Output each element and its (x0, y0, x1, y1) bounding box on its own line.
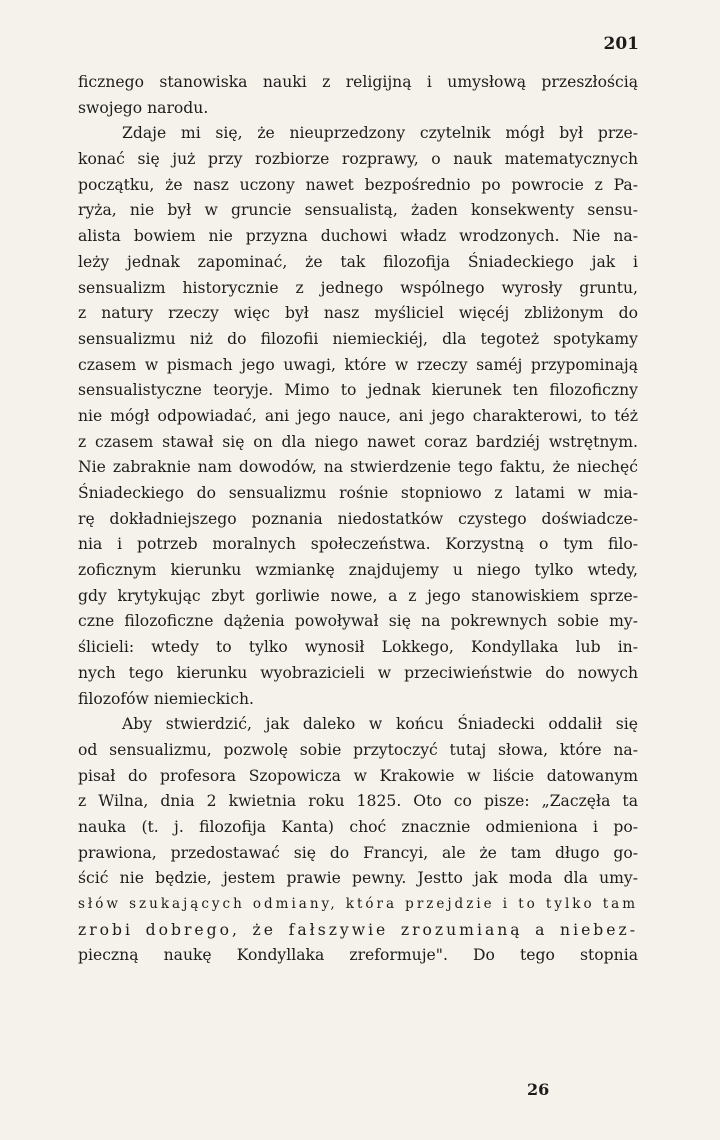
text-line: z natury rzeczy więc był nasz myśliciel więcéj zbliżonym do (78, 304, 638, 323)
text-line: rę dokładniejszego poznania niedostatków czystego doświadcze- (78, 509, 638, 528)
text-line: początku, że nasz uczony nawet bezpośrednio po powrocie z Pa- (78, 175, 638, 194)
signature-mark: 26 (527, 1080, 550, 1099)
paragraph-1 (78, 70, 638, 121)
paragraph-2 (78, 121, 638, 712)
text-line: sensualizmu niż do filozofii niemieckiéj, dla tegoteż spotykamy (78, 329, 638, 348)
text-line: sensualistyczne teoryje. Mimo to jednak kierunek ten filozoficzny (78, 381, 638, 400)
text-line: filozofów niemieckich. (78, 689, 255, 708)
text-line: prawiona, przedostawać się do Francyi, ale że tam długo go- (78, 843, 638, 862)
text-line: z czasem stawał się on dla niego nawet coraz bardziéj wstrętnym. (78, 432, 638, 451)
text-line: nauka (t. j. filozofija Kanta) choć znacznie odmieniona i po- (78, 817, 638, 836)
text-line: od sensualizmu, pozwolę sobie przytoczyć tutaj słowa, które na- (78, 740, 638, 759)
text-line: Aby stwierdzić, jak daleko w końcu Śniadecki oddalił się (122, 715, 638, 734)
body-text (78, 70, 638, 969)
text-line: czne filozoficzne dążenia powoływał się na pokrewnych sobie my- (78, 612, 638, 631)
text-line: konać się już przy rozbiorze rozprawy, o nauk matematycznych (78, 150, 638, 169)
text-line: Nie zabraknie nam dowodów, na stwierdzenie tego faktu, że niechęć (78, 458, 638, 477)
text-line: pisał do profesora Szopowicza w Krakowie w liście datowanym (78, 766, 638, 785)
text-line: czasem w pismach jego uwagi, które w rzeczy saméj przypominają (78, 355, 638, 374)
text-line: Śniadeckiego do sensualizmu rośnie stopniowo z latami w mia- (78, 484, 638, 502)
text-line: z Wilna, dnia 2 kwietnia roku 1825. Oto co pisze: „Zaczęła ta (78, 792, 638, 811)
text-line: nie mógł odpowiadać, ani jego nauce, ani jego charakterowi, to téż (78, 406, 638, 425)
text-line: Zdaje mi się, że nieuprzedzony czytelnik mógł był prze- (122, 124, 638, 143)
text-line: ścić nie będzie, jestem prawie pewny. Jestto jak moda dla umy- (78, 869, 638, 888)
text-line: zoficznym kierunku wzmiankę znajdujemy u niego tylko wtedy, (78, 561, 638, 580)
page-number: 201 (603, 34, 639, 54)
text-line: nych tego kierunku wyobrazicieli w przeciwieństwie do nowych (78, 663, 638, 682)
text-line: słów szukających odmiany, która przejdzie i to tylko tam (78, 896, 638, 912)
paragraph-3 (78, 712, 638, 969)
text-line: leży jednak zapominać, że tak filozofija Śniadeckiego jak i (78, 252, 638, 271)
text-line: sensualizm historycznie z jednego wspólnego wyrosły gruntu, (78, 278, 638, 297)
text-line: pieczną naukę Kondyllaka zreformuje". Do tego stopnia (78, 946, 638, 965)
text-line: swojego narodu. (78, 98, 209, 117)
text-line: alista bowiem nie przyzna duchowi władz wrodzonych. Nie na- (78, 227, 638, 246)
text-line: gdy krytykując zbyt gorliwie nowe, a z jego stanowiskiem sprze- (78, 586, 638, 605)
text-line: ficznego stanowiska nauki z religijną i umysłową przeszłością (78, 73, 638, 91)
text-line: nia i potrzeb moralnych społeczeństwa. Korzystną o tym filo- (78, 535, 638, 554)
text-line: ślicieli: wtedy to tylko wynosił Lokkego, Kondyllaka lub in- (78, 638, 638, 657)
text-line: zrobi dobrego, że fałszywie zrozumianą a niebez- (78, 920, 638, 939)
text-line: ryża, nie był w gruncie sensualistą, żaden konsekwenty sensu- (78, 201, 638, 220)
